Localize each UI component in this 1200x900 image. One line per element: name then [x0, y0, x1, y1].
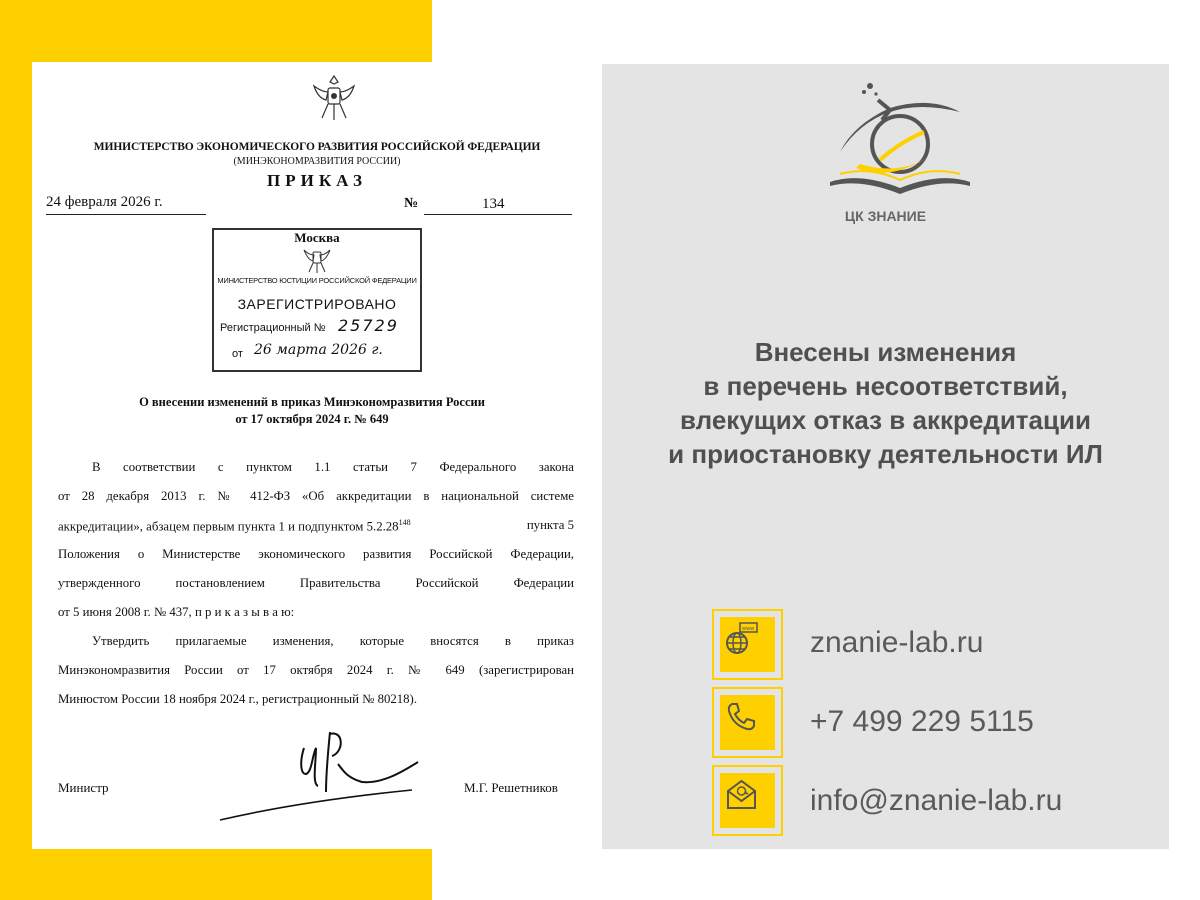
order-subject-line-2: от 17 октября 2024 г. № 649	[235, 412, 389, 426]
body-line: Положения о Министерстве экономического развития Российской Федерации,	[58, 547, 574, 561]
website-icon-box	[712, 609, 783, 680]
body-line-text: пункта 5	[526, 518, 574, 532]
stamp-reg-number-label: Регистрационный №	[220, 322, 326, 334]
body-line: утвержденного постановлением Правительства Российской Федерации	[58, 576, 574, 590]
body-line: Минюстом России 18 ноября 2024 г., регистрационный № 80218).	[58, 692, 418, 706]
body-line: В соответствии с пунктом 1.1 статьи 7 Федерального закона	[92, 460, 574, 474]
order-document	[32, 62, 596, 849]
logo-text: ЦК ЗНАНИЕ	[844, 208, 927, 224]
stamp-city: Москва	[294, 230, 340, 245]
info-panel	[602, 64, 1169, 849]
body-line: от 5 июня 2008 г. № 437, п р и к а з ы в а ю:	[58, 605, 295, 619]
body-line: Утвердить прилагаемые изменения, которые вносятся в приказ	[92, 634, 574, 648]
headline-line: Внесены изменения	[754, 337, 1017, 367]
footnote-superscript: 148	[398, 518, 411, 527]
email-icon-box	[712, 765, 783, 836]
registration-stamp	[212, 228, 422, 372]
headline-line: в перечень несоответствий,	[703, 371, 1068, 401]
stamp-date: 26 марта 2026 г.	[254, 342, 383, 358]
svg-text:www: www	[742, 626, 755, 632]
stamp-date-prefix: от	[232, 348, 243, 360]
order-subject-line-1: О внесении изменений в приказ Минэкономразвития России	[139, 395, 485, 409]
body-line-text: аккредитации», абзацем первым пункта 1 и подпунктом 5.2.28	[58, 519, 399, 534]
stamp-registered: ЗАРЕГИСТРИРОВАНО	[237, 296, 397, 312]
signer-name: М.Г. Решетников	[464, 780, 558, 795]
phone-icon	[724, 699, 759, 734]
website-link[interactable]: znanie-lab.ru	[810, 626, 984, 659]
logo-flask-icon	[820, 72, 980, 212]
number-underline	[424, 214, 572, 215]
stamp-emblem-icon	[300, 242, 334, 274]
email-link[interactable]: info@znanie-lab.ru	[810, 784, 1063, 817]
signer-role: Министр	[58, 780, 109, 795]
document-type: ПРИКАЗ	[267, 171, 367, 190]
ministry-name: МИНИСТЕРСТВО ЭКОНОМИЧЕСКОГО РАЗВИТИЯ РОССИЙСКОЙ ФЕДЕРАЦИИ	[93, 141, 541, 153]
stamp-ministry: МИНИСТЕРСТВО ЮСТИЦИИ РОССИЙСКОЙ ФЕДЕРАЦИИ	[217, 276, 417, 285]
phone-number[interactable]: +7 499 229 5115	[810, 705, 1034, 738]
headline-line: и приостановку деятельности ИЛ	[668, 439, 1103, 469]
body-line	[58, 518, 574, 534]
ministry-abbreviation: (МИНЭКОНОМРАЗВИТИЯ РОССИИ)	[233, 156, 401, 167]
phone-icon-box	[712, 687, 783, 758]
headline-line: влекущих отказ в аккредитации	[680, 405, 1091, 435]
date-underline	[46, 214, 206, 215]
order-date: 24 февраля 2026 г.	[46, 194, 163, 210]
coat-of-arms-icon	[308, 72, 360, 124]
body-line: Минэкономразвития России от 17 октября 2024 г. № 649 (зарегистрирован	[58, 663, 574, 677]
body-line: от 28 декабря 2013 г. № 412-ФЗ «Об аккредитации в национальной системе	[58, 489, 574, 503]
mail-icon	[724, 777, 759, 812]
globe-icon	[724, 621, 759, 656]
handwritten-signature	[212, 712, 462, 832]
stamp-reg-number: 25729	[338, 316, 399, 335]
order-number-label: №	[404, 196, 419, 211]
order-number: 134	[482, 196, 505, 212]
